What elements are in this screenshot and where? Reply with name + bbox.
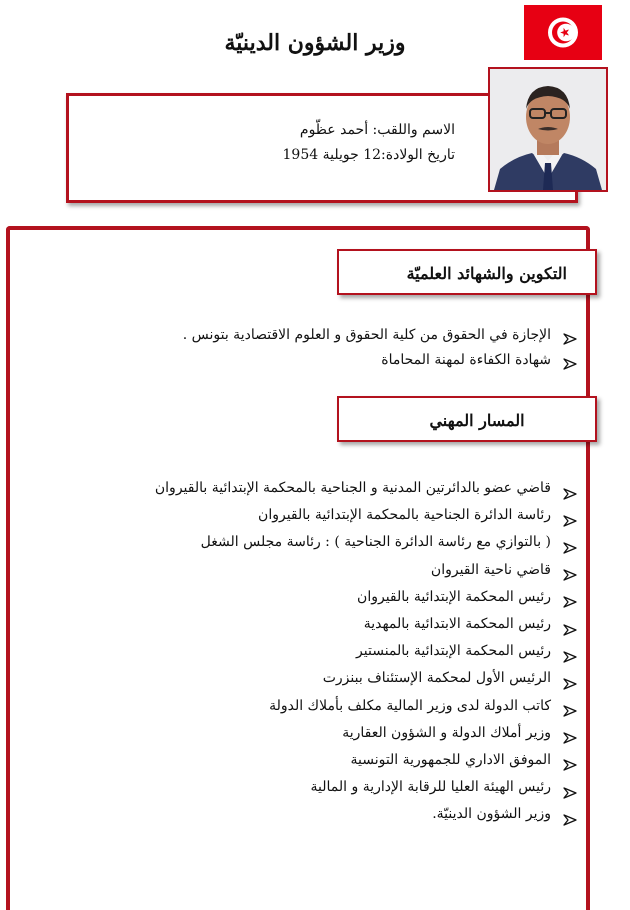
list-item: [155, 801, 577, 828]
checkmark-arrow-icon: [563, 329, 577, 341]
section-title-career: المسار المهني: [337, 396, 597, 442]
list-item: [155, 557, 577, 584]
page-title: وزير الشؤون الدينيّة: [224, 30, 406, 56]
list-item-text: قاضي عضو بالدائرتين المدنية و الجناحية بالمحكمة الإبتدائية بالقيروان: [154, 480, 551, 496]
list-item-text: وزير أملاك الدولة و الشؤون العقارية: [342, 724, 551, 741]
section-title-training: التكوين والشهائد العلميّة: [337, 249, 597, 295]
list-item: [155, 720, 577, 747]
list-item-text: رئيس المحكمة الإبتدائية بالمنستير: [356, 643, 551, 660]
list-item-text: رئيس الهيئة العليا للرقابة الإدارية و المالية: [310, 779, 551, 796]
checkmark-arrow-icon: [563, 619, 577, 631]
checkmark-arrow-icon: [563, 700, 577, 712]
list-item-text: الرئيس الأول لمحكمة الإستئناف ببنزرت: [322, 670, 551, 687]
list-item: [183, 348, 577, 373]
list-item: [155, 475, 577, 502]
checkmark-arrow-icon: [563, 537, 577, 549]
list-item-text: شهادة الكفاءة لمهنة المحاماة: [381, 351, 551, 368]
checkmark-arrow-icon: [563, 354, 577, 366]
list-item-text: رئيس المحكمة الابتدائية بالمهدية: [363, 615, 551, 632]
list-item-text: قاضي ناحية القيروان: [430, 561, 551, 578]
list-item: [155, 502, 577, 529]
checkmark-arrow-icon: [563, 510, 577, 522]
list-item: [155, 665, 577, 692]
list-item: [155, 747, 577, 774]
checkmark-arrow-icon: [563, 809, 577, 821]
checkmark-arrow-icon: [563, 646, 577, 658]
checkmark-arrow-icon: [563, 754, 577, 766]
list-item-text: كاتب الدولة لدى وزير المالية مكلف بأملاك الدولة: [269, 697, 551, 714]
list-item-text: ( بالتوازي مع رئاسة الدائرة الجناحية ) : رئاسة مجلس الشغل: [200, 534, 551, 551]
list-item: [155, 611, 577, 638]
list-item: [155, 584, 577, 611]
list-item: [183, 323, 577, 348]
name-line: الاسم واللقب: أحمد عظّوم: [299, 122, 455, 138]
list-item: [155, 529, 577, 556]
list-item: [155, 693, 577, 720]
portrait-photo: [488, 67, 608, 192]
list-item: [155, 774, 577, 801]
list-item-text: الإجازة في الحقوق من كلية الحقوق و العلوم الاقتصادية بتونس .: [182, 327, 551, 343]
checkmark-arrow-icon: [563, 591, 577, 603]
list-item-text: رئيس المحكمة الإبتدائية بالقيروان: [357, 588, 551, 605]
birth-date-line: تاريخ الولادة:12 جويلية 1954: [282, 147, 455, 163]
checkmark-arrow-icon: [563, 727, 577, 739]
checkmark-arrow-icon: [563, 782, 577, 794]
career-list: [155, 475, 577, 828]
checkmark-arrow-icon: [563, 483, 577, 495]
list-item-text: رئاسة الدائرة الجناحية بالمحكمة الإبتدائية بالقيروان: [258, 507, 551, 524]
training-list: [183, 323, 577, 373]
list-item-text: الموفق الاداري للجمهورية التونسية: [350, 751, 551, 768]
checkmark-arrow-icon: [563, 564, 577, 576]
checkmark-arrow-icon: [563, 673, 577, 685]
tunisia-flag-icon: [524, 5, 602, 60]
list-item-text: وزير الشؤون الدينيّة.: [432, 806, 551, 823]
identity-details: [283, 118, 456, 168]
list-item: [155, 638, 577, 665]
